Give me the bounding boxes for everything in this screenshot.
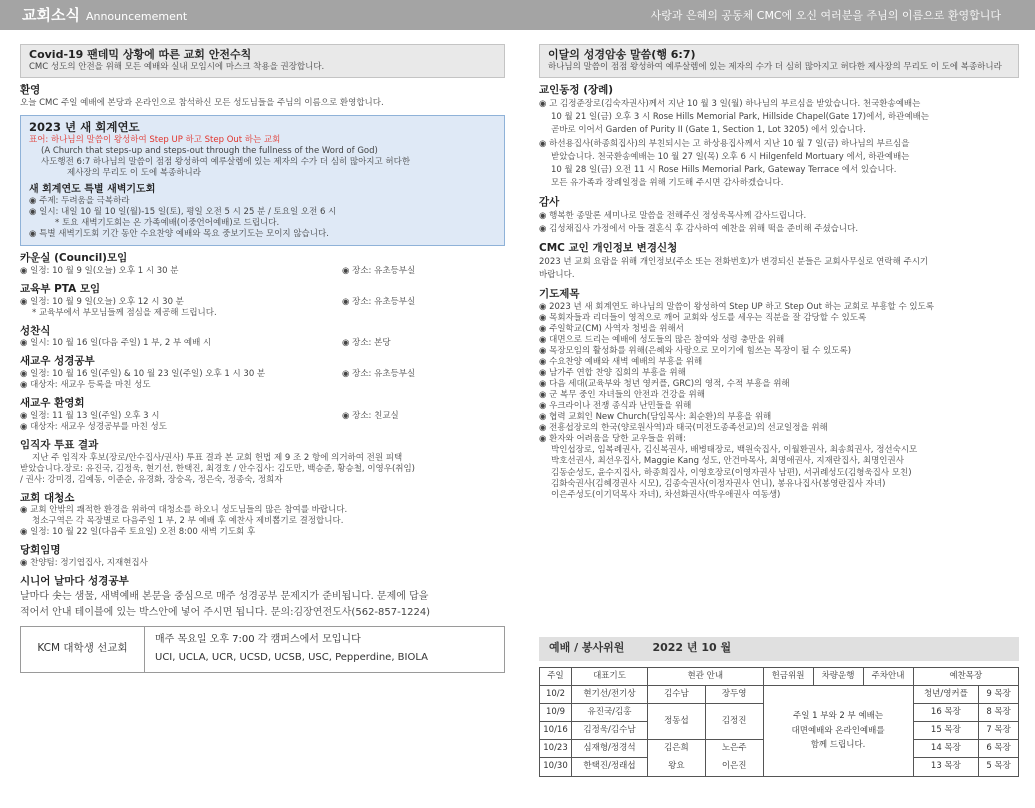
election-title: 임직자 투표 결과 [20, 438, 99, 451]
dawn-prayer-saturday-note: * 토요 새벽기도회는 온 가족예배(이중언어예배)로 드립니다. [55, 218, 280, 229]
event-communion-date: ◉ 일시: 10 월 16 일(다음 주일) 1 부, 2 부 예배 시 [20, 338, 212, 349]
memory-verse-body: 하나님의 말씀이 점점 왕성하여 예루살렘에 있는 제자의 수가 더 심히 많아지고 허다한 제사장의 무리도 이 도에 복종하니라 [548, 62, 1002, 73]
dawn-prayer-schedule: ◉ 일시: 내일 10 월 10 일(월)-15 일(토), 평일 오전 5 시 25 분 / 토요일 오전 6 시 [29, 207, 337, 218]
col-parking: 주차안내 [863, 668, 913, 686]
right-column [539, 44, 1019, 501]
cleaning-title: 교회 대청소 [20, 491, 75, 504]
appointment-title: 당회임명 [20, 544, 61, 557]
news-title: 교인동정 (장례) [539, 84, 614, 97]
year-theme-box [20, 115, 505, 246]
prayer-item: ◉ 다음 세대(교육부와 청년 영커플, GRC)의 영적, 수적 부흥을 위해 [539, 379, 790, 390]
service-table-month: 2022 년 10 월 [652, 641, 732, 654]
prayer-patients-line: 이은주성도(이기덕목사 자녀), 차선화권사(박우애권사 여동생) [551, 489, 781, 500]
dawn-prayer-theme: ◉ 주제: 두려움을 극복하라 [29, 196, 130, 207]
col-vehicle: 차량운행 [813, 668, 863, 686]
news-b-line-3: 10 월 28 일(금) 오전 11 시 Rose Hills Memorial Park, Gateway Terrace 에서 있습니다. [551, 164, 897, 175]
covid-body: CMC 성도의 안전을 위해 모든 예배와 실내 모임시에 마스크 착용을 권장합니다. [29, 62, 325, 73]
election-line-3: / 권사: 강미경, 김예동, 이준순, 유경화, 장숭옥, 정은숙, 정종숙, 정희자 [20, 474, 283, 485]
event-council-place: ◉ 장소: 유초등부실 [342, 265, 416, 276]
info-change-line-2: 바랍니다. [539, 269, 575, 280]
info-change-line-1: 2023 년 교회 요람을 위해 개인정보(주소 또는 전화번호)가 변경되신 분들은 교회사무실로 연락해 주시기 [539, 256, 929, 267]
event-newcomer-study-date: ◉ 일정: 10 월 16 일(주일) & 10 월 23 일(주일) 오후 1 시 30 분 [20, 369, 266, 380]
col-meal: 예찬목장 [913, 668, 1018, 686]
prayer-item: ◉ 군 복무 중인 자녀들의 안전과 건강을 위해 [539, 390, 705, 401]
kcm-box [20, 626, 505, 673]
header-title [22, 6, 187, 26]
covid-title: Covid-19 팬데믹 상황에 따른 교회 안전수칙 [29, 48, 252, 61]
cleaning-line-2: 청소구역은 각 목장별로 다음주일 1 부, 2 부 예배 후 예찬사 제비뽑기로 결정합니다. [32, 516, 344, 527]
header-subtitle: Announcemement [85, 10, 188, 23]
year-theme-english: (A Church that steps-up and steps-out through the fullness of the Word of God) [41, 146, 378, 157]
prayer-item: ◉ 협력 교회인 New Church(담임목사: 최순환)의 부흥을 위해 [539, 412, 772, 423]
prayer-item: ◉ 우크라이나 전쟁 종식과 난민들을 위해 [539, 401, 692, 412]
welcome-title: 환영 [20, 84, 41, 97]
memory-verse-box [539, 44, 1019, 78]
thanks-line-2: ◉ 김성채집사 가정에서 아들 결혼식 후 감사하여 예찬을 위해 떡을 준비해 주셨습니다. [539, 224, 859, 234]
row-date: 10/30 [540, 758, 572, 776]
covid-notice [20, 44, 505, 78]
row-meal: 14 목장 [913, 740, 979, 758]
row-date: 10/2 [540, 686, 572, 704]
col-date: 주일 [540, 668, 572, 686]
welcome-body: 오늘 CMC 주일 예배에 본당과 온라인으로 참석하신 모든 성도님들을 주님의 이름으로 환영합니다. [20, 97, 384, 108]
service-table [539, 667, 1019, 777]
thanks-line-1: ◉ 행복한 종말론 세미나로 말씀을 전해주신 정성욱목사께 감사드립니다. [539, 210, 807, 221]
info-change-title: CMC 교인 개인정보 변경신청 [539, 242, 678, 255]
cleaning-line-3: ◉ 일정: 10 월 22 일(다음주 토요일) 오전 8:00 새벽 기도회 후 [20, 527, 256, 538]
senior-study-title: 시니어 날마다 성경공부 [20, 575, 129, 588]
header-title-korean: 교회소식 [22, 6, 80, 24]
news-b-line-4: 모든 유가족과 장례일정을 위해 기도해 주시면 감사하겠습니다. [551, 178, 784, 189]
service-note-line-1: 주일 1 부와 2 부 예배는 [793, 711, 884, 722]
event-pta-title: 교육부 PTA 모임 [20, 283, 101, 296]
news-a-line-2: 10 월 21 일(금) 오후 3 시 Rose Hills Memorial Park, Hillside Chapel(Gate 17)에서, 하관예배는 [551, 112, 929, 123]
row-meal: 15 목장 [913, 722, 979, 740]
service-note [763, 686, 913, 777]
row-prayer: 심재형/정경석 [572, 740, 648, 758]
usher-name: 왕요 [668, 760, 685, 771]
row-date: 10/23 [540, 740, 572, 758]
row-prayer: 현기선/전기상 [572, 686, 648, 704]
table-row [540, 686, 1019, 704]
prayer-item: ◉ 2023 년 새 회계연도 하나님의 말씀이 왕성하여 Step UP 하고 Step Out 하는 교회로 부흥할 수 있도록 [539, 301, 934, 312]
row-date: 10/9 [540, 704, 572, 722]
memory-verse-title: 이달의 성경암송 말씀(행 6:7) [548, 48, 696, 61]
event-communion-place: ◉ 장소: 본당 [342, 338, 391, 349]
table-header-row [540, 668, 1019, 686]
col-offering: 헌금위원 [763, 668, 813, 686]
row-usher: 김정진 [705, 704, 763, 740]
senior-study-line-1: 날마다 솟는 샘물, 새벽예배 본문을 중심으로 매주 성경공부 문제지가 준비됩니다. 문제에 답을 [20, 590, 429, 602]
news-b-line-2: 받았습니다. 천국환송예배는 10 월 27 일(목) 오후 6 시 Hilgenfeld Mortuary 에서, 하관예배는 [551, 151, 910, 162]
row-meal: 5 목장 [979, 758, 1019, 776]
header-welcome: 사랑과 은혜의 공동체 CMC에 오신 여러분을 주님의 이름으로 환영합니다 [650, 9, 1001, 22]
kcm-schedule: 매주 목요일 오후 7:00 각 캠퍼스에서 모입니다 [155, 633, 361, 645]
row-meal: 청년/영커플 [913, 686, 979, 704]
year-theme-verse-1: 사도행전 6:7 하나님의 말씀이 점점 왕성하여 예루살렘에 있는 제자의 수가 더 심히 많아지고 허다한 [41, 157, 411, 168]
service-table-heading: 예배 / 봉사위원 [549, 641, 625, 654]
usher-name: 김은희 [664, 743, 689, 753]
event-newcomer-study-place: ◉ 장소: 유초등부실 [342, 369, 416, 380]
dawn-prayer-notice: ◉ 특별 새벽기도회 기간 동안 수요찬양 예배와 목요 중보기도는 모이지 않습니다. [29, 229, 329, 240]
event-newcomer-study-title: 새교우 성경공부 [20, 355, 95, 368]
prayer-item: ◉ 전흥섭장로의 한국(양로원사역)과 태국(미전도종족선교)의 선교일정을 위해 [539, 423, 828, 434]
page-header [0, 0, 1035, 30]
prayer-item: ◉ 주일학교(CM) 사역자 청빙을 위해서 [539, 323, 684, 334]
service-note-line-2: 대면예배와 온라인예배를 [791, 725, 885, 736]
row-meal: 13 목장 [913, 758, 979, 776]
event-council-date: ◉ 일정: 10 월 9 일(오늘) 오후 1 시 30 분 [20, 265, 179, 276]
row-meal: 6 목장 [979, 740, 1019, 758]
prayer-item: ◉ 대면으로 드리는 예배에 성도들의 많은 참여와 성령 충만을 위해 [539, 334, 785, 345]
event-council-title: 카운실 (Council)모임 [20, 252, 128, 265]
usher-name: 이은진 [721, 760, 747, 771]
prayer-patients-line: 박인섭장로, 임복례권사, 김신복권사, 배병태장로, 백원숙집사, 이월환권사, 최송희권사, 정선숙시모 [551, 445, 918, 456]
event-newcomer-welcome-target: ◉ 대상자: 새교우 성경공부를 마친 성도 [20, 421, 167, 432]
prayer-item: ◉ 남가주 연합 찬양 집회의 부흥을 위해 [539, 368, 686, 379]
prayer-list [539, 302, 1019, 501]
row-usher [648, 740, 706, 777]
prayer-item: ◉ 환자와 어려움을 당한 교우들을 위해: [539, 434, 686, 445]
row-date: 10/16 [540, 722, 572, 740]
prayer-item: ◉ 목회자들과 리더들이 영적으로 깨어 교회와 성도를 세우는 직분을 잘 감당할 수 있도록 [539, 312, 867, 323]
thanks-title: 감사 [539, 196, 560, 209]
dawn-prayer-title: 새 회계연도 특별 새벽기도회 [29, 184, 156, 196]
event-communion-title: 성찬식 [20, 324, 51, 337]
event-newcomer-study-target: ◉ 대상자: 새교우 등록을 마친 성도 [20, 380, 151, 391]
prayer-item: ◉ 수요찬양 예배와 새벽 예배의 부흥을 위해 [539, 357, 703, 368]
row-meal: 16 목장 [913, 704, 979, 722]
event-newcomer-welcome-date: ◉ 일정: 11 월 13 일(주일) 오후 3 시 [20, 410, 160, 421]
prayer-title: 기도제목 [539, 288, 580, 301]
prayer-patients-line: 김동순성도, 윤수지집사, 하종희집사, 이영호장로(이영자권사 남편), 서귀례성도(김형욱집사 모친) [551, 467, 912, 478]
row-usher [705, 740, 763, 777]
row-meal: 7 목장 [979, 722, 1019, 740]
election-line-1: 지난 주 임직자 후보(장로/안수집사/권사) 투표 결과 본 교회 헌법 제 9 조 2 항에 의거하여 전원 피택 [32, 452, 403, 463]
event-pta-place: ◉ 장소: 유초등부실 [342, 296, 416, 307]
news-a-line-1: ◉ 고 김정준장로(김숙자권사)께서 지난 10 월 3 일(월) 하나님의 부르심을 받았습니다. 천국환송예배는 [539, 98, 921, 109]
prayer-item: ◉ 목장모임의 활성화를 위해(은혜와 사랑으로 모이기에 힘쓰는 목장이 될 수 있도록) [539, 345, 852, 356]
row-usher: 김수남 [648, 686, 706, 704]
year-theme-motto: 표어: 하나님의 말씀이 왕성하여 Step UP 하고 Step Out 하는 교회 [29, 134, 281, 145]
col-usher: 현관 안내 [648, 668, 764, 686]
row-meal: 8 목장 [979, 704, 1019, 722]
kcm-name: KCM 대학생 선교회 [21, 627, 145, 672]
event-pta-note: * 교육부에서 부모님들께 점심을 제공해 드립니다. [32, 307, 217, 318]
row-meal: 9 목장 [979, 686, 1019, 704]
prayer-patients-line: 김화숙권사(김혜경권사 시모), 김종숙권사(이정자권사 언니), 봉유나집사(봉영란집사 자녀) [551, 478, 886, 489]
event-pta-date: ◉ 일정: 10 월 9 일(오늘) 오후 12 시 30 분 [20, 296, 184, 307]
row-usher: 장두영 [705, 686, 763, 704]
row-prayer: 한택진/정래섭 [572, 758, 648, 776]
prayer-patients-line: 박호선권사, 최선우집사, Maggie Kang 성도, 안건마목사, 최명애권사, 지재란집사, 최명인권사 [551, 456, 904, 467]
row-prayer: 김정욱/김수남 [572, 722, 648, 740]
usher-name: 노은주 [721, 743, 747, 753]
left-column [20, 44, 505, 673]
news-b-line-1: ◉ 하선용집사(하종희집사)의 부친되시는 고 하상용집사께서 지난 10 월 7 일(금) 하나님의 부르심을 [539, 138, 910, 149]
kcm-campuses: UCI, UCLA, UCR, UCSD, UCSB, USC, Pepperdine, BIOLA [155, 651, 429, 663]
service-table-title [539, 637, 1019, 661]
year-theme-title: 2023 년 새 회계연도 [29, 120, 140, 135]
appointment-line: ◉ 찬양팀: 정기엽집사, 지재현집사 [20, 558, 148, 569]
service-note-line-3: 함께 드립니다. [810, 740, 866, 751]
senior-study-line-2: 적어서 안내 테이블에 있는 박스안에 넣어 주시면 됩니다. 문의:김장연전도사(562-857-1224) [20, 607, 431, 619]
year-theme-verse-2: 제사장의 무리도 이 도에 복종하니라 [67, 168, 201, 179]
col-prayer: 대표기도 [572, 668, 648, 686]
event-newcomer-welcome-title: 새교우 환영회 [20, 397, 85, 410]
row-prayer: 유진국/김홍 [572, 704, 648, 722]
row-usher: 정동섭 [648, 704, 706, 740]
election-line-2: 받았습니다.장로: 유진국, 김정욱, 현기선, 한택진, 최경호 / 안수집사: 김도만, 백승준, 황승철, 이영우(취임) [20, 463, 416, 474]
cleaning-line-1: ◉ 교회 안밖의 쾌적한 환경을 위하여 대청소를 하오니 성도님들의 많은 참여를 바랍니다. [20, 505, 348, 516]
news-a-line-3: 곧바로 이어서 Garden of Purity II (Gate 1, Section 1, Lot 3205) 에서 있습니다. [551, 125, 866, 136]
event-newcomer-welcome-place: ◉ 장소: 친교실 [342, 410, 399, 421]
